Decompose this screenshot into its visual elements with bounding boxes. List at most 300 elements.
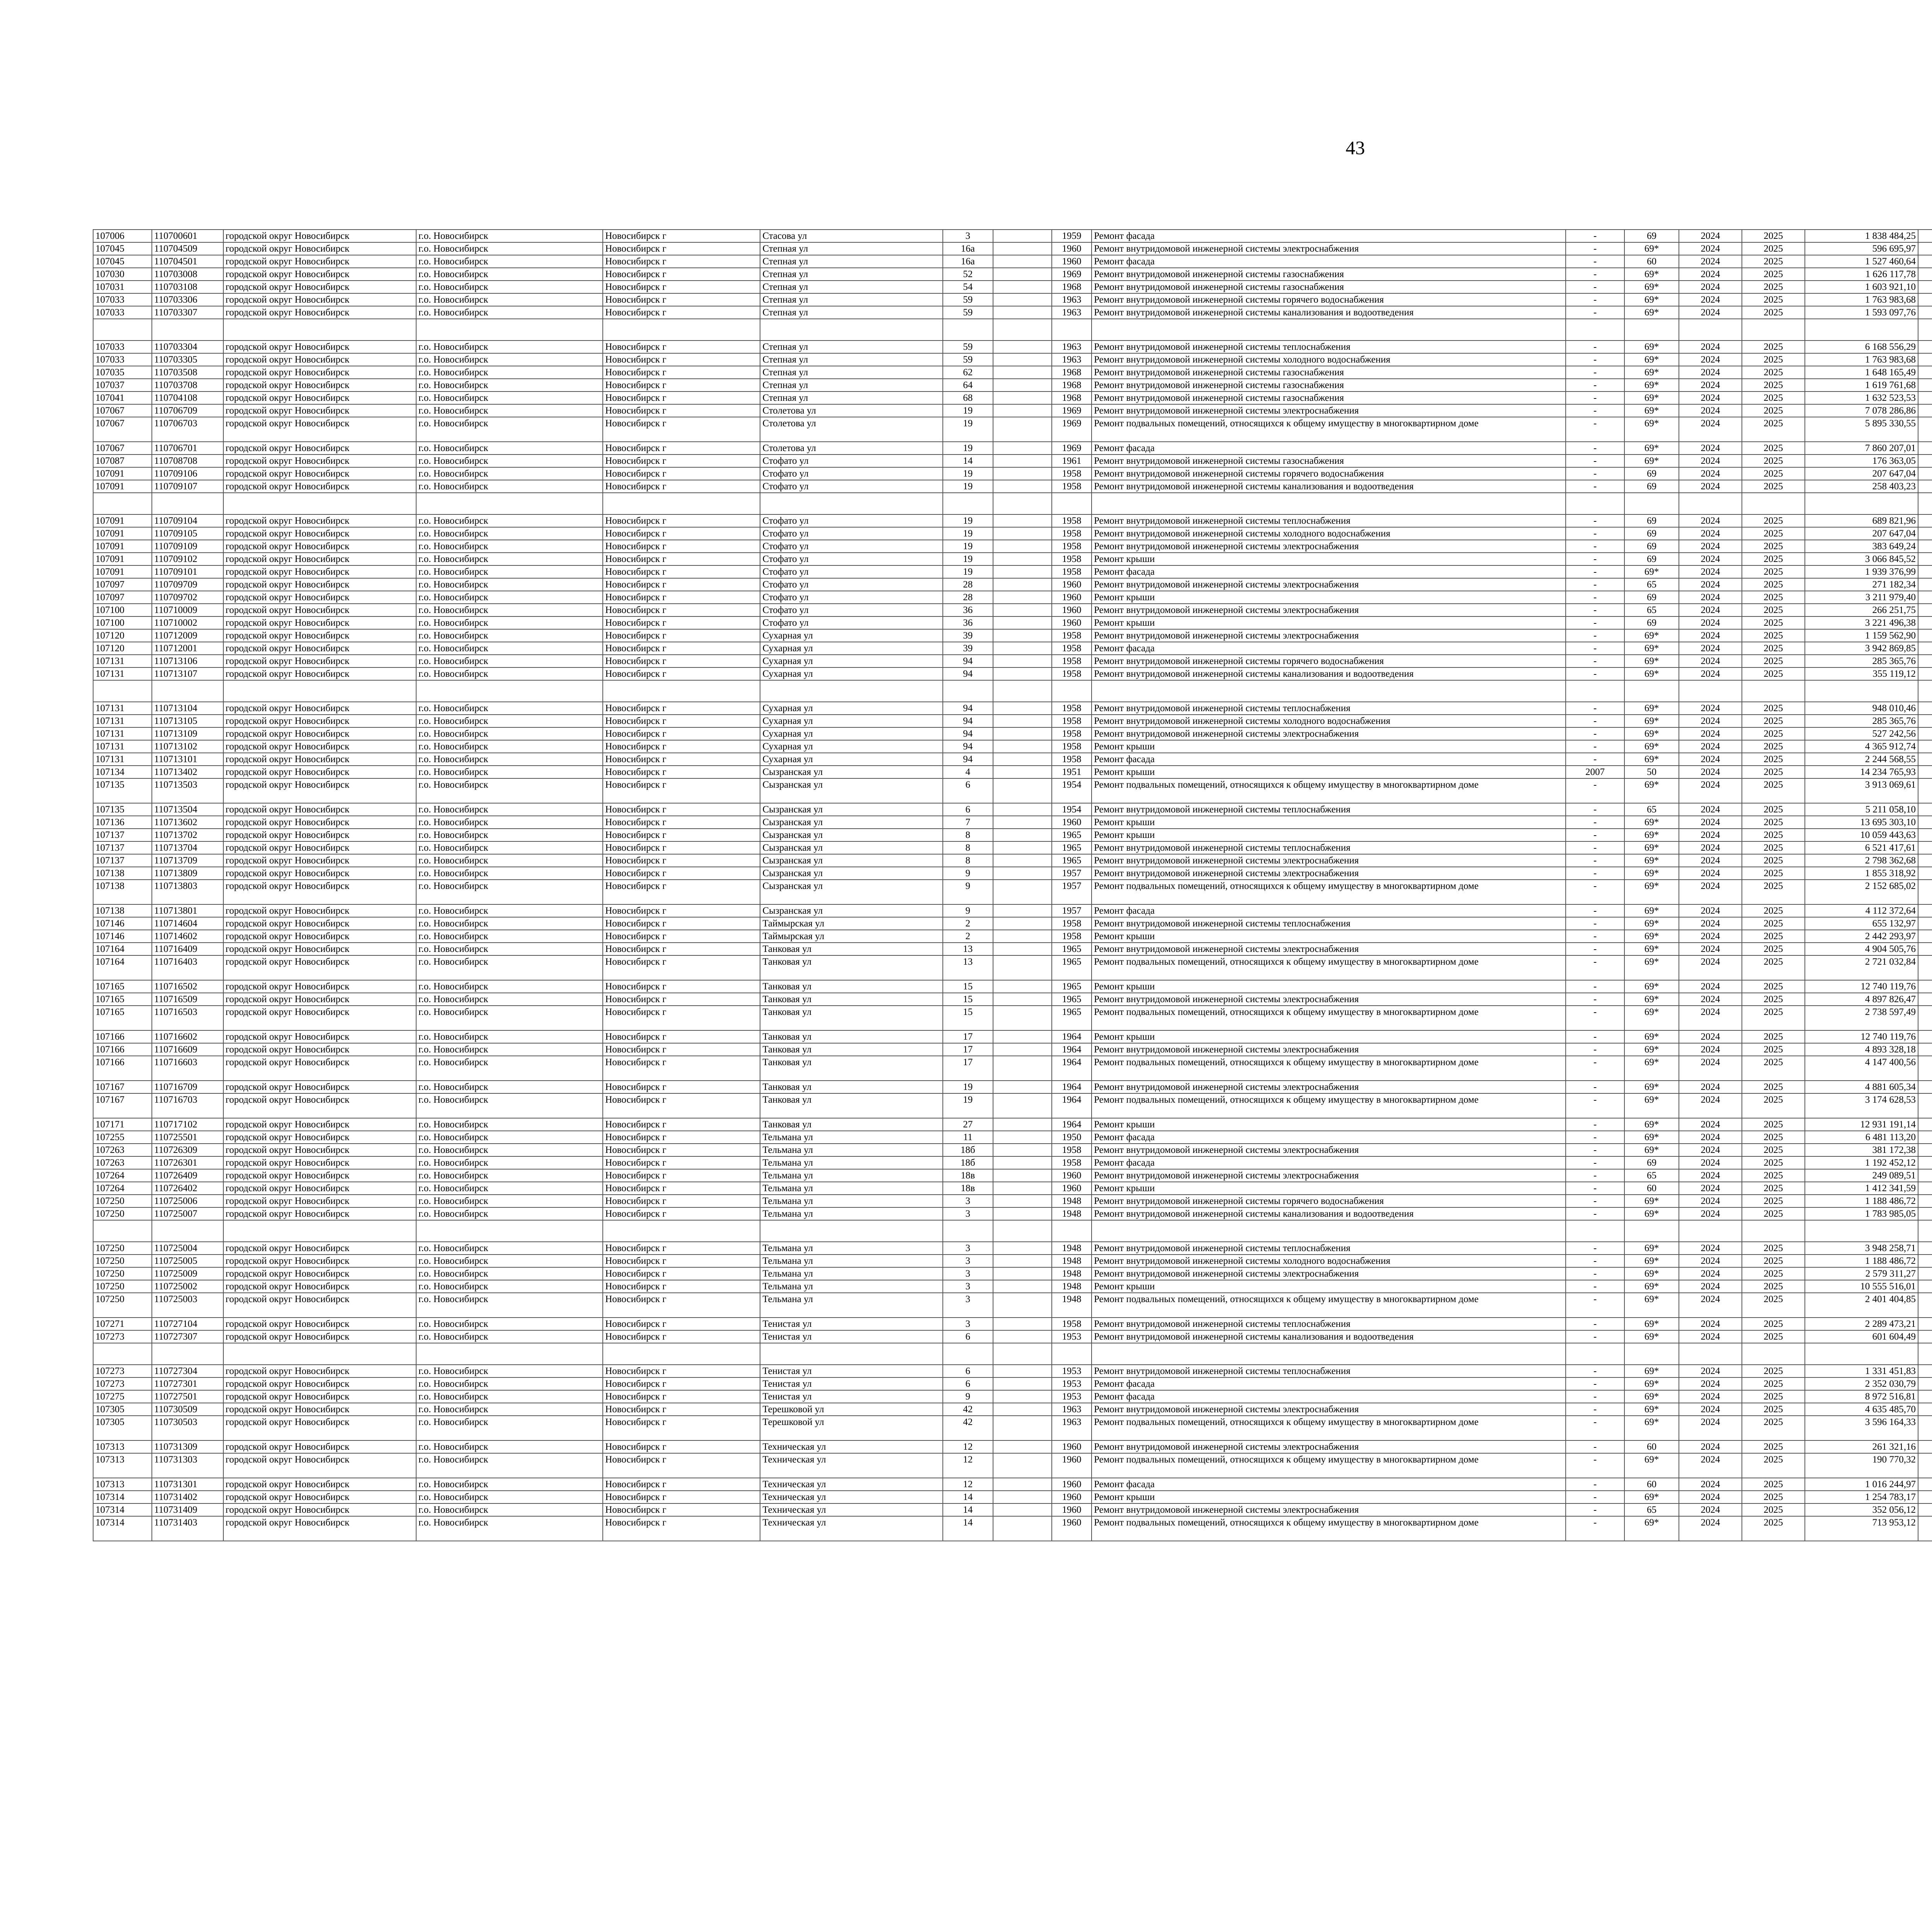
cell-cost-reg (1918, 1169, 1932, 1182)
cell-unknown: - (1566, 1144, 1624, 1156)
cell-plan-end: 2025 (1742, 1416, 1805, 1440)
cell-wear: 69* (1624, 1416, 1679, 1440)
cell-code: 110731303 (152, 1453, 223, 1478)
cell-wear: 69 (1624, 467, 1679, 480)
cell-district: городской округ Новосибирск (223, 604, 416, 616)
cell-street: Тельмана ул (760, 1131, 942, 1144)
cell-cost-total: 2 289 473,21 (1805, 1318, 1918, 1330)
cell-code: 110713109 (152, 727, 223, 740)
cell-plan-end: 2025 (1742, 1403, 1805, 1416)
cell-street: Стасова ул (760, 230, 942, 242)
cell-building (993, 306, 1052, 319)
cell-work: Ремонт подвальных помещений, относящихся к общему имуществу в многоквартирном доме (1092, 955, 1566, 980)
cell-building (993, 442, 1052, 455)
cell-house: 6 (943, 1365, 993, 1377)
cell-street: Танковая ул (760, 1056, 942, 1081)
cell-street: Стофато ул (760, 604, 942, 616)
cell-cost-reg (1918, 353, 1932, 366)
cell-id: 107033 (93, 353, 152, 366)
cell-cost-reg (1918, 306, 1932, 319)
cell-year: 1965 (1052, 1006, 1092, 1030)
cell-municipality: г.о. Новосибирск (416, 1280, 603, 1293)
cell-wear: 69* (1624, 1093, 1679, 1118)
cell-wear: 69* (1624, 1267, 1679, 1280)
table-row (93, 442, 1932, 455)
cell-plan-start: 2024 (1679, 1416, 1742, 1440)
cell-cost-total: 3 174 628,53 (1805, 1093, 1918, 1118)
cell-wear: 69* (1624, 306, 1679, 319)
cell-plan-start: 2024 (1679, 867, 1742, 880)
cell-code: 110725002 (152, 1280, 223, 1293)
cell-year: 1965 (1052, 993, 1092, 1006)
empty-cell (416, 680, 603, 702)
cell-building (993, 880, 1052, 904)
cell-plan-start: 2024 (1679, 255, 1742, 268)
cell-code: 110703306 (152, 293, 223, 306)
cell-plan-end: 2025 (1742, 727, 1805, 740)
cell-plan-end: 2025 (1742, 379, 1805, 392)
empty-cell (1052, 493, 1092, 514)
cell-code: 110731403 (152, 1516, 223, 1541)
cell-district: городской округ Новосибирск (223, 740, 416, 753)
cell-wear: 69* (1624, 1030, 1679, 1043)
cell-house: 54 (943, 281, 993, 293)
empty-cell (1052, 1220, 1092, 1242)
cell-code: 110713503 (152, 778, 223, 803)
cell-wear: 69* (1624, 1516, 1679, 1541)
cell-unknown: - (1566, 629, 1624, 642)
cell-plan-end: 2025 (1742, 1093, 1805, 1118)
cell-wear: 69* (1624, 293, 1679, 306)
cell-cost-reg (1918, 993, 1932, 1006)
cell-municipality: г.о. Новосибирск (416, 1043, 603, 1056)
cell-id: 107273 (93, 1330, 152, 1343)
empty-cell (1679, 1220, 1742, 1242)
cell-unknown: - (1566, 1478, 1624, 1491)
empty-cell (223, 1343, 416, 1365)
cell-year: 1969 (1052, 417, 1092, 442)
cell-municipality: г.о. Новосибирск (416, 854, 603, 867)
cell-unknown: - (1566, 268, 1624, 281)
cell-house: 6 (943, 803, 993, 816)
cell-house: 13 (943, 943, 993, 955)
cell-code: 110725009 (152, 1267, 223, 1280)
cell-cost-reg (1918, 442, 1932, 455)
cell-district: городской округ Новосибирск (223, 255, 416, 268)
cell-plan-end: 2025 (1742, 417, 1805, 442)
cell-plan-end: 2025 (1742, 629, 1805, 642)
cell-year: 1964 (1052, 1118, 1092, 1131)
table-row (93, 1131, 1932, 1144)
cell-cost-total: 2 352 030,79 (1805, 1377, 1918, 1390)
cell-plan-end: 2025 (1742, 1390, 1805, 1403)
cell-municipality: г.о. Новосибирск (416, 467, 603, 480)
cell-cost-reg (1918, 1043, 1932, 1056)
cell-unknown: - (1566, 1081, 1624, 1093)
cell-building (993, 578, 1052, 591)
table-row (93, 604, 1932, 616)
cell-year: 1963 (1052, 306, 1092, 319)
cell-work: Ремонт фасада (1092, 1390, 1566, 1403)
table-row (93, 553, 1932, 565)
cell-district: городской округ Новосибирск (223, 540, 416, 553)
cell-code: 110713704 (152, 841, 223, 854)
cell-municipality: г.о. Новосибирск (416, 404, 603, 417)
cell-year: 1958 (1052, 655, 1092, 667)
cell-code: 110716509 (152, 993, 223, 1006)
empty-cell (1092, 1343, 1566, 1365)
cell-unknown: - (1566, 1182, 1624, 1195)
cell-wear: 69* (1624, 1293, 1679, 1318)
cell-district: городской округ Новосибирск (223, 702, 416, 715)
cell-year: 1957 (1052, 867, 1092, 880)
cell-house: 3 (943, 1280, 993, 1293)
table-row (93, 715, 1932, 727)
cell-wear: 65 (1624, 1503, 1679, 1516)
cell-cost-reg (1918, 417, 1932, 442)
cell-year: 1960 (1052, 578, 1092, 591)
table-row (93, 917, 1932, 930)
cell-settlement: Новосибирск г (603, 1131, 760, 1144)
table-row (93, 616, 1932, 629)
cell-municipality: г.о. Новосибирск (416, 867, 603, 880)
cell-id: 107250 (93, 1293, 152, 1318)
cell-district: городской округ Новосибирск (223, 1503, 416, 1516)
cell-settlement: Новосибирск г (603, 1516, 760, 1541)
cell-plan-end: 2025 (1742, 1453, 1805, 1478)
cell-district: городской округ Новосибирск (223, 867, 416, 880)
cell-plan-end: 2025 (1742, 230, 1805, 242)
cell-municipality: г.о. Новосибирск (416, 702, 603, 715)
cell-unknown: - (1566, 417, 1624, 442)
cell-plan-end: 2025 (1742, 1156, 1805, 1169)
cell-district: городской округ Новосибирск (223, 404, 416, 417)
cell-building (993, 1503, 1052, 1516)
cell-plan-end: 2025 (1742, 803, 1805, 816)
cell-work: Ремонт внутридомовой инженерной системы газоснабжения (1092, 268, 1566, 281)
cell-code: 110713107 (152, 667, 223, 680)
cell-plan-end: 2025 (1742, 1255, 1805, 1267)
spacer-row (93, 319, 1932, 340)
cell-municipality: г.о. Новосибирск (416, 642, 603, 655)
cell-cost-total: 5 895 330,55 (1805, 417, 1918, 442)
cell-id: 107250 (93, 1242, 152, 1255)
cell-cost-total: 355 119,12 (1805, 667, 1918, 680)
cell-year: 1960 (1052, 1453, 1092, 1478)
cell-year: 1965 (1052, 980, 1092, 993)
cell-wear: 69* (1624, 565, 1679, 578)
cell-cost-reg (1918, 255, 1932, 268)
cell-district: городской округ Новосибирск (223, 1131, 416, 1144)
cell-district: городской округ Новосибирск (223, 1255, 416, 1267)
cell-wear: 69* (1624, 1081, 1679, 1093)
cell-wear: 69* (1624, 1403, 1679, 1416)
cell-municipality: г.о. Новосибирск (416, 1242, 603, 1255)
cell-wear: 69* (1624, 854, 1679, 867)
cell-year: 1963 (1052, 1403, 1092, 1416)
cell-unknown: - (1566, 553, 1624, 565)
cell-cost-total: 1 632 523,53 (1805, 392, 1918, 404)
cell-building (993, 1390, 1052, 1403)
cell-id: 107045 (93, 242, 152, 255)
table-row (93, 591, 1932, 604)
cell-municipality: г.о. Новосибирск (416, 392, 603, 404)
table-row (93, 404, 1932, 417)
cell-street: Стофато ул (760, 553, 942, 565)
table-row (93, 1030, 1932, 1043)
cell-cost-total: 1 331 451,83 (1805, 1365, 1918, 1377)
table-row (93, 778, 1932, 803)
cell-cost-reg (1918, 642, 1932, 655)
cell-building (993, 1131, 1052, 1144)
cell-street: Сухарная ул (760, 655, 942, 667)
cell-district: городской округ Новосибирск (223, 1330, 416, 1343)
table-row (93, 1207, 1932, 1220)
table-row (93, 565, 1932, 578)
cell-plan-end: 2025 (1742, 1006, 1805, 1030)
cell-plan-start: 2024 (1679, 1403, 1742, 1416)
cell-plan-start: 2024 (1679, 578, 1742, 591)
cell-unknown: - (1566, 930, 1624, 943)
cell-building (993, 753, 1052, 766)
table-row (93, 527, 1932, 540)
cell-municipality: г.о. Новосибирск (416, 1491, 603, 1503)
cell-wear: 69* (1624, 1390, 1679, 1403)
cell-code: 110713105 (152, 715, 223, 727)
cell-cost-total: 1 763 983,68 (1805, 353, 1918, 366)
cell-building (993, 904, 1052, 917)
cell-building (993, 702, 1052, 715)
cell-settlement: Новосибирск г (603, 1377, 760, 1390)
cell-settlement: Новосибирск г (603, 667, 760, 680)
cell-house: 19 (943, 527, 993, 540)
cell-unknown: - (1566, 404, 1624, 417)
cell-code: 110709105 (152, 527, 223, 540)
cell-unknown: - (1566, 514, 1624, 527)
cell-plan-end: 2025 (1742, 1043, 1805, 1056)
cell-district: городской округ Новосибирск (223, 943, 416, 955)
cell-year: 1965 (1052, 955, 1092, 980)
cell-unknown: - (1566, 1491, 1624, 1503)
cell-wear: 69 (1624, 616, 1679, 629)
cell-cost-reg (1918, 616, 1932, 629)
empty-cell (152, 493, 223, 514)
cell-plan-end: 2025 (1742, 1491, 1805, 1503)
cell-house: 8 (943, 841, 993, 854)
cell-code: 110713504 (152, 803, 223, 816)
cell-code: 110709107 (152, 480, 223, 493)
cell-municipality: г.о. Новосибирск (416, 340, 603, 353)
cell-cost-total: 7 860 207,01 (1805, 442, 1918, 455)
cell-district: городской округ Новосибирск (223, 281, 416, 293)
cell-unknown: - (1566, 565, 1624, 578)
cell-settlement: Новосибирск г (603, 306, 760, 319)
cell-unknown: - (1566, 1056, 1624, 1081)
cell-plan-start: 2024 (1679, 442, 1742, 455)
cell-house: 14 (943, 1503, 993, 1516)
cell-settlement: Новосибирск г (603, 1293, 760, 1318)
cell-plan-start: 2024 (1679, 553, 1742, 565)
cell-street: Техническая ул (760, 1453, 942, 1478)
cell-settlement: Новосибирск г (603, 715, 760, 727)
cell-unknown: - (1566, 455, 1624, 467)
cell-house: 42 (943, 1416, 993, 1440)
cell-id: 107314 (93, 1491, 152, 1503)
cell-plan-start: 2024 (1679, 1030, 1742, 1043)
cell-building (993, 715, 1052, 727)
empty-cell (1052, 319, 1092, 340)
cell-cost-total: 352 056,12 (1805, 1503, 1918, 1516)
cell-house: 4 (943, 766, 993, 778)
cell-plan-end: 2025 (1742, 306, 1805, 319)
cell-cost-reg (1918, 565, 1932, 578)
cell-id: 107273 (93, 1377, 152, 1390)
cell-cost-total: 1 939 376,99 (1805, 565, 1918, 578)
cell-unknown: - (1566, 993, 1624, 1006)
table-row (93, 854, 1932, 867)
cell-house: 11 (943, 1131, 993, 1144)
cell-unknown: - (1566, 1516, 1624, 1541)
cell-cost-total: 3 942 869,85 (1805, 642, 1918, 655)
cell-wear: 69* (1624, 1330, 1679, 1343)
cell-settlement: Новосибирск г (603, 993, 760, 1006)
cell-plan-start: 2024 (1679, 527, 1742, 540)
cell-plan-start: 2024 (1679, 1056, 1742, 1081)
cell-id: 107030 (93, 268, 152, 281)
cell-municipality: г.о. Новосибирск (416, 930, 603, 943)
empty-cell (760, 1220, 942, 1242)
table-row (93, 1365, 1932, 1377)
cell-building (993, 740, 1052, 753)
cell-wear: 69* (1624, 1255, 1679, 1267)
cell-code: 110731402 (152, 1491, 223, 1503)
cell-settlement: Новосибирск г (603, 753, 760, 766)
cell-cost-reg (1918, 1195, 1932, 1207)
cell-id: 107033 (93, 293, 152, 306)
cell-plan-start: 2024 (1679, 591, 1742, 604)
cell-building (993, 1030, 1052, 1043)
cell-wear: 69 (1624, 591, 1679, 604)
cell-cost-reg (1918, 1280, 1932, 1293)
empty-cell (1918, 493, 1932, 514)
cell-settlement: Новосибирск г (603, 917, 760, 930)
cell-plan-end: 2025 (1742, 930, 1805, 943)
cell-work: Ремонт внутридомовой инженерной системы электроснабжения (1092, 993, 1566, 1006)
cell-municipality: г.о. Новосибирск (416, 417, 603, 442)
cell-unknown: - (1566, 727, 1624, 740)
cell-unknown: - (1566, 1006, 1624, 1030)
cell-cost-reg (1918, 816, 1932, 829)
cell-settlement: Новосибирск г (603, 727, 760, 740)
empty-cell (760, 319, 942, 340)
table-row (93, 955, 1932, 980)
cell-plan-end: 2025 (1742, 917, 1805, 930)
cell-plan-end: 2025 (1742, 1131, 1805, 1144)
cell-plan-end: 2025 (1742, 1280, 1805, 1293)
empty-cell (1566, 319, 1624, 340)
cell-settlement: Новосибирск г (603, 604, 760, 616)
cell-street: Танковая ул (760, 1006, 942, 1030)
empty-cell (1742, 1343, 1805, 1365)
cell-wear: 69* (1624, 281, 1679, 293)
table-row (93, 417, 1932, 442)
cell-year: 1968 (1052, 392, 1092, 404)
cell-wear: 69* (1624, 1195, 1679, 1207)
cell-street: Сызранская ул (760, 867, 942, 880)
table-row (93, 1330, 1932, 1343)
empty-cell (223, 1220, 416, 1242)
cell-municipality: г.о. Новосибирск (416, 242, 603, 255)
cell-work: Ремонт внутридомовой инженерной системы электроснабжения (1092, 1169, 1566, 1182)
cell-municipality: г.о. Новосибирск (416, 353, 603, 366)
table-row (93, 702, 1932, 715)
cell-plan-end: 2025 (1742, 1242, 1805, 1255)
cell-settlement: Новосибирск г (603, 379, 760, 392)
cell-id: 107136 (93, 816, 152, 829)
cell-settlement: Новосибирск г (603, 1006, 760, 1030)
cell-code: 110725004 (152, 1242, 223, 1255)
cell-year: 1958 (1052, 480, 1092, 493)
cell-cost-total: 12 740 119,76 (1805, 1030, 1918, 1043)
cell-cost-reg (1918, 655, 1932, 667)
cell-unknown: - (1566, 1030, 1624, 1043)
cell-work: Ремонт подвальных помещений, относящихся к общему имуществу в многоквартирном доме (1092, 417, 1566, 442)
empty-cell (1092, 319, 1566, 340)
cell-building (993, 943, 1052, 955)
empty-cell (603, 319, 760, 340)
cell-code: 110725006 (152, 1195, 223, 1207)
cell-cost-reg (1918, 1131, 1932, 1144)
cell-plan-start: 2024 (1679, 766, 1742, 778)
empty-cell (603, 680, 760, 702)
cell-plan-end: 2025 (1742, 616, 1805, 629)
cell-house: 16а (943, 242, 993, 255)
cell-building (993, 854, 1052, 867)
cell-settlement: Новосибирск г (603, 392, 760, 404)
cell-building (993, 917, 1052, 930)
cell-wear: 69* (1624, 442, 1679, 455)
cell-work: Ремонт внутридомовой инженерной системы электроснабжения (1092, 727, 1566, 740)
cell-cost-total: 527 242,56 (1805, 727, 1918, 740)
cell-work: Ремонт крыши (1092, 616, 1566, 629)
cell-settlement: Новосибирск г (603, 1169, 760, 1182)
cell-plan-start: 2024 (1679, 1267, 1742, 1280)
cell-building (993, 514, 1052, 527)
cell-plan-end: 2025 (1742, 1169, 1805, 1182)
cell-work: Ремонт внутридомовой инженерной системы электроснабжения (1092, 1043, 1566, 1056)
cell-work: Ремонт крыши (1092, 980, 1566, 993)
cell-cost-total: 4 904 505,76 (1805, 943, 1918, 955)
cell-municipality: г.о. Новосибирск (416, 540, 603, 553)
cell-wear: 69* (1624, 1118, 1679, 1131)
cell-district: городской округ Новосибирск (223, 904, 416, 917)
cell-unknown: - (1566, 379, 1624, 392)
cell-work: Ремонт внутридомовой инженерной системы электроснабжения (1092, 1440, 1566, 1453)
cell-building (993, 727, 1052, 740)
cell-building (993, 993, 1052, 1006)
table-row (93, 1118, 1932, 1131)
empty-cell (1679, 493, 1742, 514)
cell-municipality: г.о. Новосибирск (416, 1377, 603, 1390)
cell-work: Ремонт фасада (1092, 1478, 1566, 1491)
cell-plan-start: 2024 (1679, 829, 1742, 841)
cell-municipality: г.о. Новосибирск (416, 917, 603, 930)
cell-district: городской округ Новосибирск (223, 1195, 416, 1207)
cell-id: 107313 (93, 1478, 152, 1491)
cell-house: 59 (943, 306, 993, 319)
cell-wear: 69 (1624, 514, 1679, 527)
cell-building (993, 1156, 1052, 1169)
